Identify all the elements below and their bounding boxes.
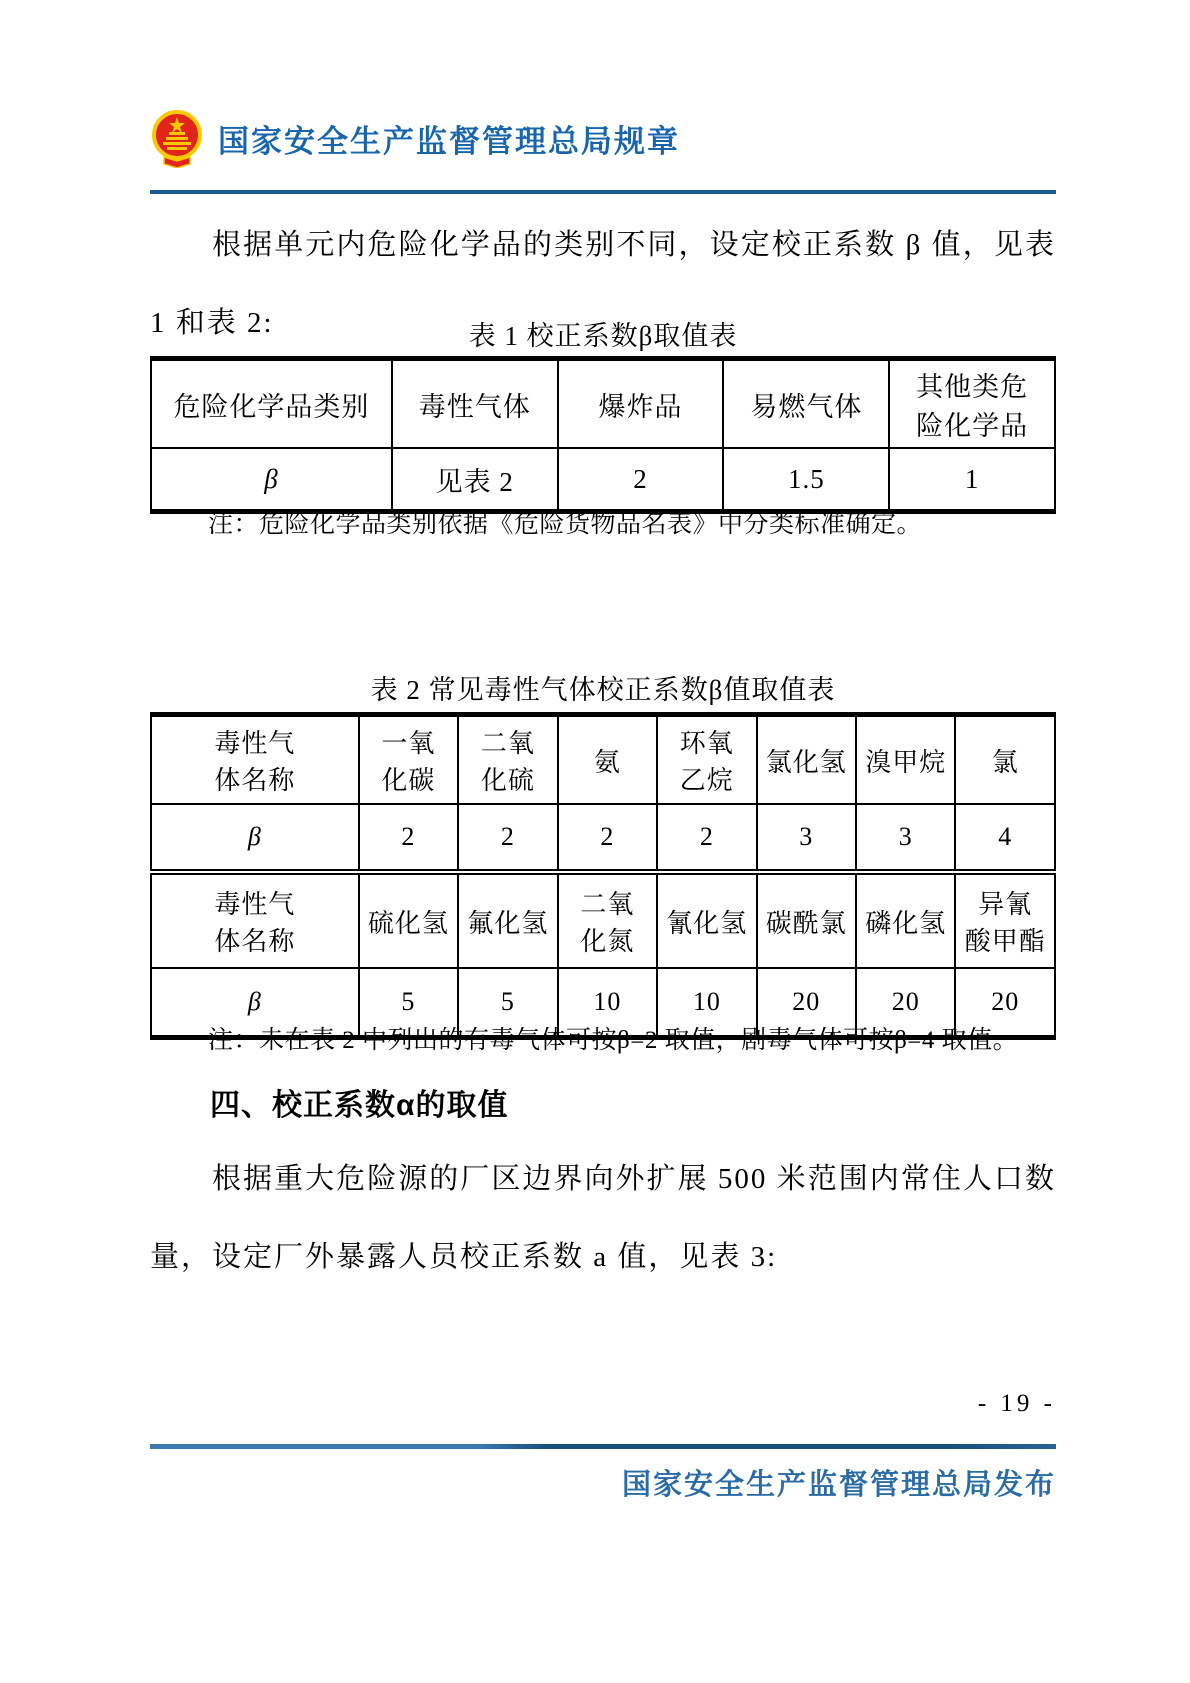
table2-value-cell: 2 xyxy=(359,804,458,872)
table2-value-cell: 10 xyxy=(558,968,657,1038)
table2-header-cell: 氟化氢 xyxy=(458,872,557,968)
table2-value-cell: 4 xyxy=(955,804,1055,872)
page-header xyxy=(150,108,1056,168)
table1-header-cell: 危险化学品类别 xyxy=(151,359,392,449)
table2-value-cell: 20 xyxy=(856,968,955,1038)
table2-header-cell: 氯化氢 xyxy=(757,715,856,805)
table1-header-cell: 其他类危险化学品 xyxy=(889,359,1055,449)
page-number: - 19 - xyxy=(977,1390,1056,1417)
table2-header-cell: 溴甲烷 xyxy=(856,715,955,805)
table2-value-cell: 5 xyxy=(458,968,557,1038)
table1-header-cell: 毒性气体 xyxy=(392,359,558,449)
table2-value-cell: 10 xyxy=(657,968,756,1038)
paragraph-beta-intro: 根据单元内危险化学品的类别不同，设定校正系数 β 值，见表 1 和表 2: xyxy=(150,229,1056,339)
table2-beta-label: β xyxy=(151,968,359,1038)
table2-note: 注：未在表 2 中列出的有毒气体可按β=2 取值，剧毒气体可按β=4 取值。 xyxy=(208,1027,1019,1054)
table2-header-cell: 异氰酸甲酯 xyxy=(955,872,1055,968)
table2-value-cell: 2 xyxy=(558,804,657,872)
table2-value-cell: 20 xyxy=(955,968,1055,1038)
section-heading-alpha: 四、校正系数α的取值 xyxy=(210,1089,509,1122)
table2-value-cell: 20 xyxy=(757,968,856,1038)
table2-header-cell: 二氧化硫 xyxy=(458,715,557,805)
table1-value-cell: 1.5 xyxy=(723,448,889,512)
table2-header-cell: 二氧化氮 xyxy=(558,872,657,968)
table2-header-cell: 硫化氢 xyxy=(359,872,458,968)
table2-beta-label: β xyxy=(151,804,359,872)
table2-header-cell: 氨 xyxy=(558,715,657,805)
table2-value-cell: 3 xyxy=(856,804,955,872)
table2-value-cell: 3 xyxy=(757,804,856,872)
table-row xyxy=(151,715,1055,805)
table-row xyxy=(151,359,1055,449)
table1-value-cell: 1 xyxy=(889,448,1055,512)
table1-caption: 表 1 校正系数β取值表 xyxy=(468,321,738,351)
table1-value-cell: 见表 2 xyxy=(392,448,558,512)
table1-header-cell: 爆炸品 xyxy=(558,359,724,449)
table2-value-cell: 2 xyxy=(458,804,557,872)
table2-toxic-gas-beta-values xyxy=(150,712,1056,1040)
footer-rule xyxy=(150,1444,1056,1449)
document-title: 国家安全生产监督管理总局规章 xyxy=(218,123,680,159)
table2-caption: 表 2 常见毒性气体校正系数β值取值表 xyxy=(370,675,836,705)
table2-header-cell: 氰化氢 xyxy=(657,872,756,968)
table2-header-cell: 毒性气体名称 xyxy=(151,872,359,968)
table1-beta-label: β xyxy=(151,448,392,512)
china-national-emblem-icon xyxy=(150,108,204,168)
header-rule xyxy=(150,190,1056,194)
table1-note: 注：危险化学品类别依据《危险货物品名表》中分类标准确定。 xyxy=(208,511,923,538)
table2-header-cell: 氯 xyxy=(955,715,1055,805)
table1-beta-values xyxy=(150,356,1056,514)
table2-header-cell: 环氧乙烷 xyxy=(657,715,756,805)
table1-header-cell: 易燃气体 xyxy=(723,359,889,449)
table2-value-cell: 5 xyxy=(359,968,458,1038)
table2-header-cell: 毒性气体名称 xyxy=(151,715,359,805)
table2-value-cell: 2 xyxy=(657,804,756,872)
paragraph-alpha-intro: 根据重大危险源的厂区边界向外扩展 500 米范围内常住人口数量，设定厂外暴露人员校正系数 a 值，见表 3: xyxy=(150,1163,1056,1273)
table2-header-cell: 磷化氢 xyxy=(856,872,955,968)
footer-publisher: 国家安全生产监督管理总局发布 xyxy=(621,1469,1056,1501)
table-row xyxy=(151,872,1055,968)
table1-value-cell: 2 xyxy=(558,448,724,512)
table2-header-cell: 碳酰氯 xyxy=(757,872,856,968)
table-row xyxy=(151,804,1055,872)
table-row xyxy=(151,448,1055,512)
table2-header-cell: 一氧化碳 xyxy=(359,715,458,805)
